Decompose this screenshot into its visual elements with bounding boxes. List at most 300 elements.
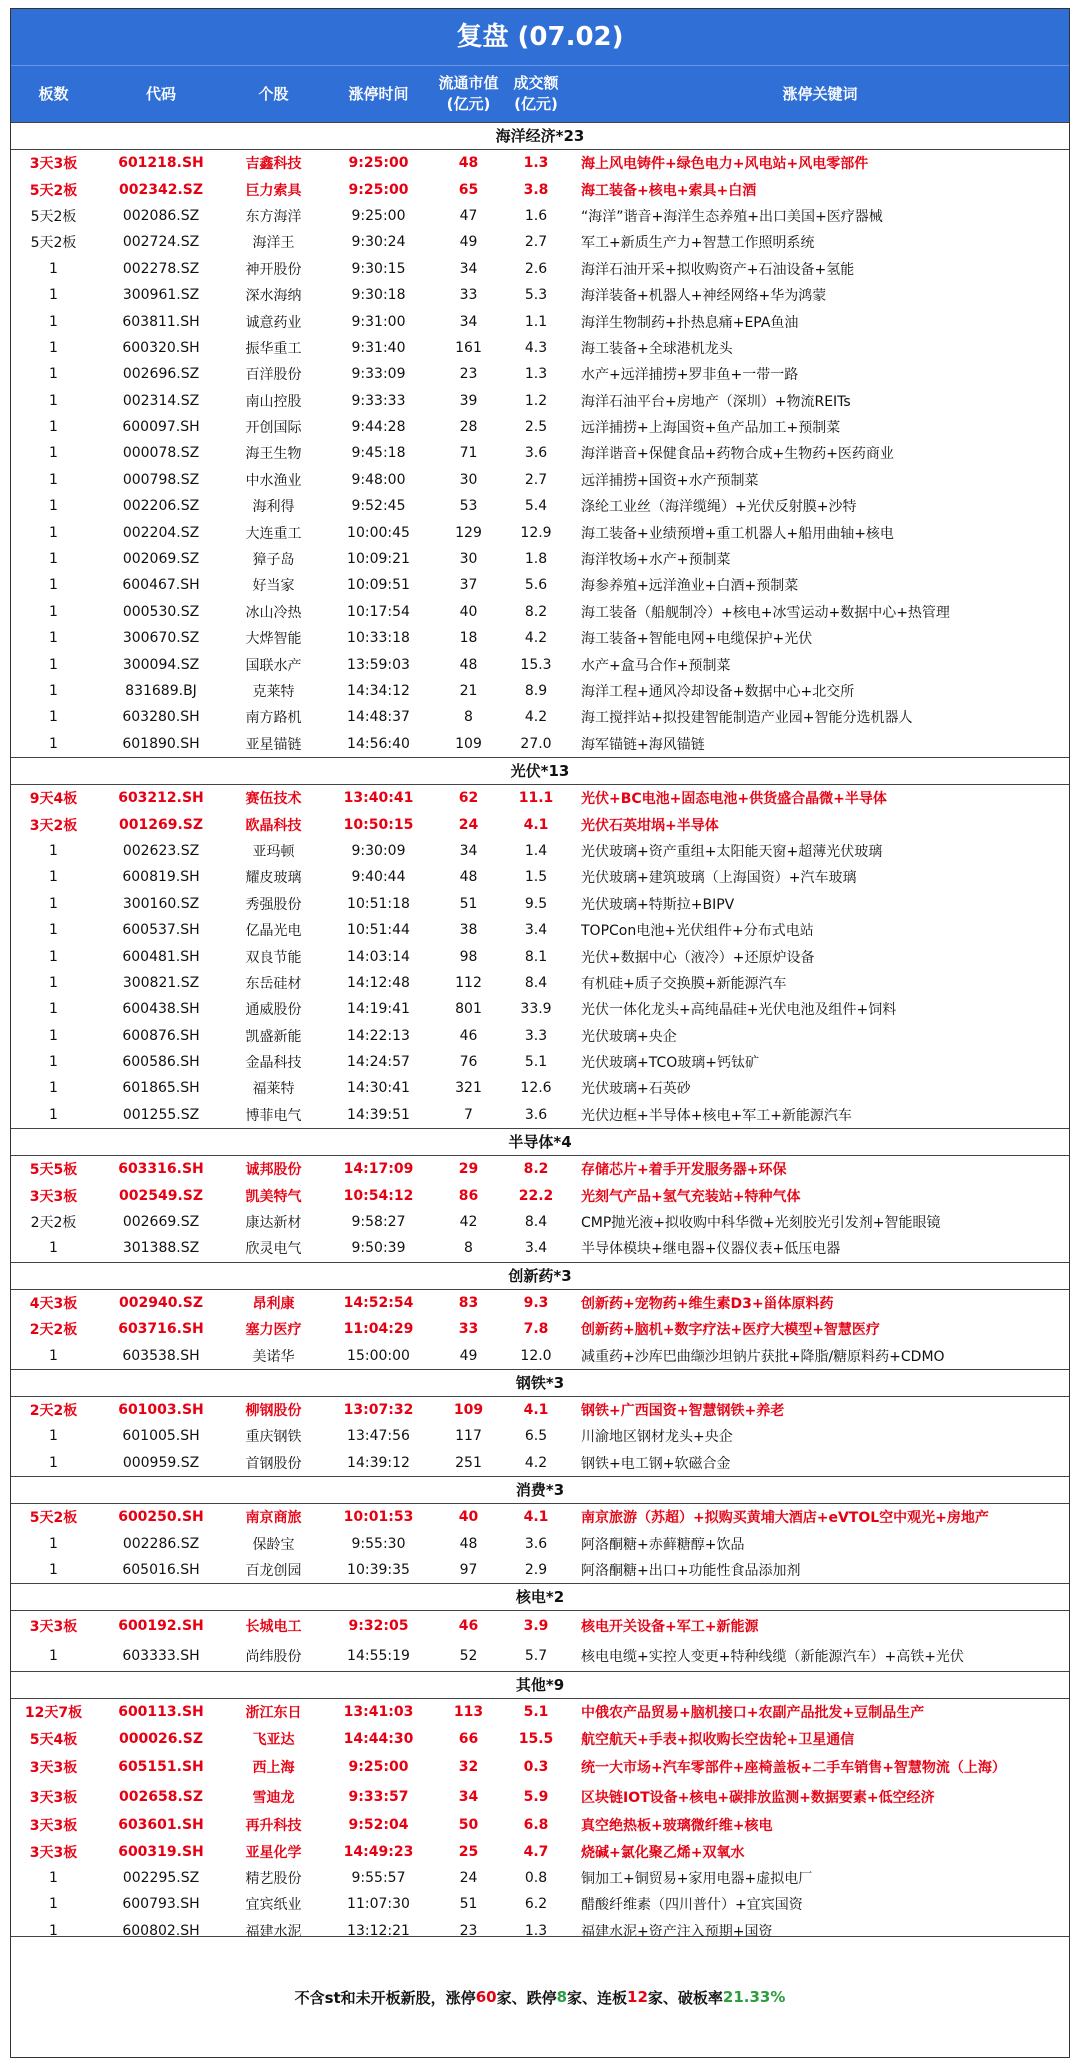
- stock-code-cell: 002086.SZ: [122, 207, 200, 224]
- board-count-cell: 1: [49, 577, 58, 594]
- board-count-cell: 12天7板: [24, 1705, 83, 1722]
- market-cap-cell: 30: [459, 551, 478, 568]
- turnover-cell: 3.6: [524, 445, 548, 462]
- table-row: [11, 1023, 1069, 1049]
- stock-name-cell: 冰山冷热: [245, 604, 302, 621]
- table-row: [11, 176, 1069, 202]
- table-row: [11, 811, 1069, 837]
- table-row: [11, 546, 1069, 572]
- table-row: [11, 493, 1069, 519]
- section-header: 创新药*3: [11, 1262, 1069, 1290]
- limit-time-cell: 13:41:03: [343, 1704, 414, 1721]
- limit-time-cell: 9:31:00: [351, 313, 406, 330]
- table-row: [11, 1865, 1069, 1891]
- limit-time-cell: 14:17:09: [343, 1161, 414, 1178]
- turnover-cell: 0.8: [524, 1869, 548, 1886]
- board-count-cell: 3天3板: [29, 1188, 78, 1205]
- stock-name-cell: 金晶科技: [245, 1055, 302, 1072]
- limit-time-cell: 14:24:57: [347, 1054, 410, 1071]
- limit-time-cell: 9:25:00: [348, 155, 409, 172]
- keywords-cell: 海洋谐音+保健食品+药物合成+生物药+医药商业: [581, 446, 894, 463]
- turnover-cell: 6.5: [524, 1428, 548, 1445]
- turnover-cell: 4.3: [524, 339, 548, 356]
- limit-time-cell: 10:39:35: [347, 1561, 410, 1578]
- stock-code-cell: 603538.SH: [122, 1347, 200, 1364]
- keywords-cell: 中俄农产品贸易+脑机接口+农副产品批发+豆制品生产: [581, 1705, 925, 1722]
- market-cap-cell: 86: [458, 1187, 479, 1204]
- limit-time-cell: 13:07:32: [343, 1401, 414, 1418]
- turnover-cell: 2.6: [524, 260, 548, 277]
- market-cap-cell: 18: [459, 630, 478, 647]
- stock-code-cell: 603212.SH: [118, 790, 204, 807]
- limit-time-cell: 14:30:41: [347, 1080, 410, 1097]
- table-row: [11, 996, 1069, 1022]
- market-cap-cell: 48: [458, 155, 479, 172]
- table-row: [11, 203, 1069, 229]
- table-row: [11, 1397, 1069, 1423]
- header-stock: 个股: [258, 84, 289, 103]
- turnover-cell: 3.3: [524, 1027, 548, 1044]
- stock-name-cell: 博菲电气: [245, 1107, 302, 1124]
- stock-code-cell: 600467.SH: [122, 577, 200, 594]
- market-cap-cell: 33: [459, 287, 478, 304]
- market-cap-cell: 25: [458, 1843, 479, 1860]
- table-row: [11, 1782, 1069, 1812]
- limit-time-cell: 9:33:33: [351, 392, 406, 409]
- limit-time-cell: 13:12:21: [347, 1922, 410, 1939]
- keywords-cell: 核电电缆+实控人变更+特种线缆（新能源汽车）+高铁+光伏: [581, 1649, 964, 1666]
- turnover-cell: 15.3: [520, 656, 552, 673]
- stock-code-cell: 000026.SZ: [119, 1730, 203, 1747]
- market-cap-cell: 52: [459, 1648, 478, 1665]
- limit-time-cell: 14:55:19: [347, 1648, 410, 1665]
- market-cap-cell: 49: [459, 1347, 478, 1364]
- table-row: [11, 917, 1069, 943]
- table-row: [11, 1752, 1069, 1782]
- stock-code-cell: 002286.SZ: [122, 1535, 200, 1552]
- stock-name-cell: 欣灵电气: [245, 1241, 302, 1258]
- header-market-cap: 流通市值 (亿元): [438, 74, 499, 113]
- turnover-cell: 5.1: [524, 1054, 548, 1071]
- board-count-cell: 1: [49, 1106, 58, 1123]
- keywords-cell: 光刻气产品+氢气充装站+特种气体: [581, 1188, 801, 1205]
- turnover-cell: 8.2: [524, 603, 548, 620]
- board-count-cell: 1: [49, 498, 58, 515]
- keywords-cell: CMP抛光液+拟收购中科华微+光刻胶光引发剂+智能眼镜: [581, 1215, 941, 1232]
- section-header: 光伏*13: [11, 757, 1069, 785]
- market-cap-cell: 8: [464, 1240, 473, 1257]
- stock-code-cell: 601890.SH: [122, 735, 200, 752]
- keywords-cell: 川渝地区钢材龙头+央企: [581, 1429, 733, 1446]
- turnover-cell: 12.9: [520, 524, 552, 541]
- stock-code-cell: 600250.SH: [118, 1509, 204, 1526]
- stock-name-cell: 长城电工: [245, 1619, 302, 1636]
- turnover-cell: 3.4: [524, 922, 548, 939]
- limit-time-cell: 10:51:44: [347, 922, 410, 939]
- stock-name-cell: 福莱特: [252, 1081, 295, 1098]
- stock-name-cell: 飞亚达: [252, 1731, 295, 1748]
- table-row: [11, 838, 1069, 864]
- turnover-cell: 1.4: [524, 842, 548, 859]
- stock-code-cell: 300160.SZ: [122, 895, 200, 912]
- stock-name-cell: 尚纬股份: [245, 1649, 302, 1666]
- stock-name-cell: 通威股份: [245, 1002, 302, 1019]
- table-row: [11, 891, 1069, 917]
- stock-code-cell: 002295.SZ: [122, 1869, 200, 1886]
- table-row: [11, 1075, 1069, 1101]
- section-header: 其他*9: [11, 1671, 1069, 1699]
- keywords-cell: 海洋装备+机器人+神经网络+华为鸿蒙: [581, 288, 827, 305]
- stock-code-cell: 000798.SZ: [122, 471, 200, 488]
- market-cap-cell: 109: [453, 1401, 484, 1418]
- turnover-cell: 33.9: [520, 1001, 552, 1018]
- market-cap-cell: 34: [459, 842, 478, 859]
- board-count-cell: 1: [49, 842, 58, 859]
- summary-footer: [11, 1936, 1069, 2057]
- stock-name-cell: 獐子岛: [252, 552, 295, 569]
- stock-name-cell: 耀皮玻璃: [245, 870, 302, 887]
- table-row: [11, 519, 1069, 545]
- stock-name-cell: 秀强股份: [245, 896, 302, 913]
- turnover-cell: 5.9: [523, 1788, 549, 1805]
- board-count-cell: 5天2板: [29, 1510, 78, 1527]
- market-cap-cell: 801: [455, 1001, 482, 1018]
- stock-name-cell: 大烨智能: [245, 631, 302, 648]
- keywords-cell: 统一大市场+汽车零部件+座椅盖板+二手车销售+智慧物流（上海）: [581, 1759, 1006, 1776]
- board-count-cell: 5天2板: [30, 235, 77, 252]
- table-row: [11, 1611, 1069, 1641]
- table-row: [11, 864, 1069, 890]
- market-cap-cell: 21: [459, 683, 478, 699]
- stock-name-cell: 福建水泥: [245, 1923, 302, 1940]
- stock-code-cell: 600793.SH: [122, 1896, 200, 1913]
- market-cap-cell: 98: [459, 948, 478, 965]
- stock-name-cell: 西上海: [252, 1759, 295, 1776]
- limit-time-cell: 13:47:56: [347, 1428, 410, 1445]
- board-count-cell: 1: [49, 1561, 58, 1578]
- stock-name-cell: 好当家: [252, 578, 295, 595]
- keywords-cell: 涤纶工业丝（海洋缆绳）+光伏反射膜+沙特: [581, 499, 857, 516]
- market-cap-cell: 39: [459, 392, 478, 409]
- keywords-cell: 海洋石油平台+房地产（深圳）+物流REITs: [581, 393, 851, 410]
- turnover-cell: 4.1: [523, 1509, 549, 1526]
- stock-code-cell: 000078.SZ: [122, 445, 200, 462]
- limit-time-cell: 9:58:27: [351, 1214, 406, 1231]
- table-body: [11, 122, 1069, 1944]
- board-count-cell: 1: [49, 1240, 58, 1257]
- turnover-cell: 1.3: [523, 155, 549, 172]
- board-count-cell: 3天3板: [29, 156, 78, 173]
- stock-name-cell: 百龙创园: [245, 1562, 302, 1579]
- keywords-cell: 海洋生物制药+扑热息痛+EPA鱼油: [581, 314, 799, 331]
- stock-code-cell: 002314.SZ: [122, 392, 200, 409]
- turnover-cell: 1.5: [524, 869, 548, 886]
- board-count-cell: 3天3板: [29, 1818, 78, 1835]
- market-cap-cell: 97: [459, 1561, 478, 1578]
- limit-time-cell: 13:40:41: [343, 790, 414, 807]
- board-count-cell: 1: [49, 1922, 58, 1939]
- turnover-cell: 2.5: [524, 419, 548, 436]
- keywords-cell: 半导体模块+继电器+仪器仪表+低压电器: [581, 1241, 841, 1258]
- limit-time-cell: 9:33:09: [351, 366, 406, 383]
- limit-time-cell: 9:48:00: [351, 471, 406, 488]
- market-cap-cell: 66: [458, 1730, 479, 1747]
- stock-code-cell: 600802.SH: [122, 1922, 200, 1939]
- stock-name-cell: 南方路机: [245, 710, 302, 727]
- board-count-cell: 5天2板: [30, 208, 77, 225]
- limit-time-cell: 9:45:18: [351, 445, 406, 462]
- market-cap-cell: 23: [459, 366, 478, 383]
- turnover-cell: 1.6: [524, 207, 548, 224]
- limit-time-cell: 11:07:30: [347, 1896, 410, 1913]
- board-count-cell: 1: [49, 630, 58, 647]
- market-cap-cell: 83: [458, 1294, 479, 1311]
- stock-name-cell: 诚意药业: [245, 314, 302, 331]
- keywords-cell: 醋酸纤维素（四川普什）+宜宾国资: [581, 1897, 803, 1914]
- turnover-cell: 2.7: [524, 471, 548, 488]
- stock-name-cell: 振华重工: [245, 340, 302, 357]
- stock-code-cell: 002696.SZ: [122, 366, 200, 383]
- stock-code-cell: 601005.SH: [122, 1428, 200, 1445]
- market-cap-cell: 24: [459, 1869, 478, 1886]
- turnover-cell: 27.0: [520, 735, 552, 752]
- turnover-cell: 3.6: [524, 1106, 548, 1123]
- board-count-cell: 1: [49, 445, 58, 462]
- stock-code-cell: 601218.SH: [118, 155, 204, 172]
- market-cap-cell: 51: [459, 1896, 478, 1913]
- table-row: [11, 1699, 1069, 1725]
- table-row: [11, 335, 1069, 361]
- stock-name-cell: 海王生物: [245, 446, 302, 463]
- table-row: [11, 943, 1069, 969]
- stock-code-cell: 605151.SH: [118, 1758, 204, 1775]
- board-count-cell: 1: [49, 313, 58, 330]
- turnover-cell: 5.3: [524, 287, 548, 304]
- board-count-cell: 1: [49, 1896, 58, 1913]
- stock-name-cell: 亚星锚链: [245, 736, 302, 753]
- section-header: 海洋经济*23: [11, 122, 1069, 150]
- table-row: [11, 1290, 1069, 1316]
- consecutive-count: 12: [627, 1988, 648, 2006]
- table-row: [11, 1812, 1069, 1838]
- limit-time-cell: 9:32:05: [348, 1618, 409, 1635]
- turnover-cell: 5.7: [524, 1648, 548, 1665]
- market-cap-cell: 8: [464, 709, 473, 726]
- limit-time-cell: 9:25:00: [348, 181, 409, 198]
- limit-time-cell: 9:31:40: [351, 339, 406, 356]
- keywords-cell: 海工装备+全球港机龙头: [581, 340, 733, 357]
- board-count-cell: 1: [49, 1428, 58, 1445]
- limit-time-cell: 14:49:23: [343, 1843, 414, 1860]
- turnover-cell: 5.4: [524, 498, 548, 515]
- keywords-cell: 光伏玻璃+TCO玻璃+钙钛矿: [581, 1055, 759, 1072]
- board-count-cell: 1: [49, 551, 58, 568]
- limit-time-cell: 9:55:30: [351, 1535, 406, 1552]
- limit-time-cell: 9:25:00: [348, 1758, 409, 1775]
- stock-name-cell: 宜宾纸业: [245, 1897, 302, 1914]
- stock-name-cell: 中水渔业: [245, 472, 302, 489]
- stock-code-cell: 603280.SH: [122, 709, 200, 726]
- stock-name-cell: 昂利康: [252, 1295, 295, 1312]
- board-count-cell: 1: [49, 1535, 58, 1552]
- keywords-cell: 海洋牧场+水产+预制菜: [581, 552, 731, 569]
- limit-time-cell: 10:51:18: [347, 895, 410, 912]
- turnover-cell: 2.7: [524, 234, 548, 251]
- market-cap-cell: 53: [459, 498, 478, 515]
- table-row: [11, 1530, 1069, 1556]
- table-row: [11, 1891, 1069, 1917]
- stock-name-cell: 首钢股份: [245, 1455, 302, 1472]
- stock-name-cell: 双良节能: [245, 949, 302, 966]
- market-cap-cell: 34: [459, 260, 478, 277]
- stock-code-cell: 002669.SZ: [122, 1214, 200, 1231]
- board-count-cell: 1: [49, 735, 58, 752]
- stock-code-cell: 002206.SZ: [122, 498, 200, 515]
- market-cap-cell: 34: [459, 313, 478, 330]
- footer-text-2: 家、跌停: [496, 1988, 557, 2007]
- keywords-cell: TOPCon电池+光伏组件+分布式电站: [581, 923, 814, 940]
- limit-time-cell: 10:01:53: [343, 1509, 414, 1526]
- stock-code-cell: 600876.SH: [122, 1027, 200, 1044]
- keywords-cell: 光伏一体化龙头+高纯晶硅+光伏电池及组件+饲料: [581, 1002, 897, 1019]
- stock-code-cell: 600320.SH: [122, 339, 200, 356]
- stock-name-cell: 神开股份: [245, 261, 302, 278]
- stock-name-cell: 亿晶光电: [245, 923, 302, 940]
- stock-name-cell: 南京商旅: [245, 1510, 302, 1527]
- market-cap-cell: 48: [459, 1535, 478, 1552]
- keywords-cell: 海工装备+智能电网+电缆保护+光伏: [581, 631, 813, 648]
- market-cap-cell: 50: [458, 1817, 479, 1834]
- section-header: 核电*2: [11, 1583, 1069, 1611]
- turnover-cell: 1.3: [524, 1922, 548, 1939]
- table-row: [11, 1209, 1069, 1235]
- keywords-cell: “海洋”谐音+海洋生态养殖+出口美国+医疗器械: [581, 208, 883, 225]
- turnover-cell: 8.2: [523, 1161, 549, 1178]
- turnover-cell: 3.8: [523, 181, 549, 198]
- market-cap-cell: 24: [458, 816, 479, 833]
- keywords-cell: 创新药+宠物药+维生素D3+甾体原料药: [581, 1295, 834, 1312]
- market-cap-cell: 117: [455, 1428, 482, 1445]
- market-cap-cell: 46: [458, 1618, 479, 1635]
- stock-code-cell: 603601.SH: [118, 1817, 204, 1834]
- limit-time-cell: 9:44:28: [351, 419, 406, 436]
- turnover-cell: 0.3: [523, 1758, 549, 1775]
- turnover-cell: 22.2: [518, 1187, 554, 1204]
- stock-name-cell: 亚玛顿: [252, 843, 295, 860]
- turnover-cell: 5.6: [524, 577, 548, 594]
- limit-time-cell: 14:56:40: [347, 735, 410, 752]
- table-row: [11, 229, 1069, 255]
- stock-code-cell: 600537.SH: [122, 922, 200, 939]
- turnover-cell: 15.5: [518, 1730, 554, 1747]
- table-row: [11, 704, 1069, 730]
- table-row: [11, 308, 1069, 334]
- board-count-cell: 1: [49, 1027, 58, 1044]
- stock-name-cell: 百洋股份: [245, 367, 302, 384]
- stock-code-cell: 603316.SH: [118, 1161, 204, 1178]
- limit-time-cell: 14:39:51: [347, 1106, 410, 1123]
- keywords-cell: 水产+盒马合作+预制菜: [581, 657, 731, 674]
- header-turnover: 成交额 (亿元): [513, 74, 559, 113]
- stock-name-cell: 塞力医疗: [245, 1322, 302, 1339]
- board-count-cell: 1: [49, 471, 58, 488]
- board-count-cell: 1: [49, 1648, 58, 1665]
- turnover-cell: 12.0: [520, 1347, 552, 1364]
- stock-code-cell: 002940.SZ: [119, 1294, 203, 1311]
- stock-code-cell: 000530.SZ: [122, 603, 200, 620]
- keywords-cell: 有机硅+质子交换膜+新能源汽车: [581, 975, 787, 992]
- footer-text-3: 家、连板: [567, 1988, 628, 2007]
- table-row: [11, 1423, 1069, 1449]
- table-row: [11, 467, 1069, 493]
- stock-name-cell: 保龄宝: [252, 1536, 295, 1553]
- board-count-cell: 1: [49, 419, 58, 436]
- table-row: [11, 1342, 1069, 1368]
- table-row: [11, 1838, 1069, 1864]
- board-count-cell: 1: [49, 709, 58, 726]
- stock-name-cell: 赛伍技术: [245, 791, 302, 808]
- board-count-cell: 4天3板: [29, 1295, 78, 1312]
- market-cap-cell: 49: [459, 234, 478, 251]
- limit-time-cell: 14:34:12: [347, 683, 410, 699]
- market-cap-cell: 321: [455, 1080, 482, 1097]
- stock-code-cell: 601003.SH: [118, 1401, 204, 1418]
- limit-time-cell: 14:19:41: [347, 1001, 410, 1018]
- review-sheet: [10, 8, 1070, 2058]
- limit-time-cell: 14:44:30: [343, 1730, 414, 1747]
- keywords-cell: 钢铁+电工钢+软磁合金: [581, 1455, 731, 1472]
- table-row: [11, 1726, 1069, 1752]
- keywords-cell: 存储芯片+着手开发服务器+环保: [581, 1162, 787, 1179]
- board-count-cell: 1: [49, 922, 58, 939]
- limit-time-cell: 9:52:45: [351, 498, 406, 515]
- limit-time-cell: 13:59:03: [347, 656, 410, 673]
- market-cap-cell: 38: [459, 922, 478, 939]
- board-count-cell: 1: [49, 1080, 58, 1097]
- turnover-cell: 4.2: [524, 709, 548, 726]
- stock-code-cell: 300821.SZ: [122, 974, 200, 991]
- keywords-cell: 航空航天+手表+拟收购长空齿轮+卫星通信: [581, 1731, 855, 1748]
- limit-time-cell: 9:30:15: [351, 260, 406, 277]
- market-cap-cell: 129: [455, 524, 482, 541]
- limit-time-cell: 9:33:57: [348, 1788, 409, 1805]
- table-row: [11, 1504, 1069, 1530]
- table-row: [11, 1316, 1069, 1342]
- table-row: [11, 1049, 1069, 1075]
- board-count-cell: 3天3板: [29, 1789, 78, 1806]
- keywords-cell: 海工装备+业绩预增+重工机器人+船用曲轴+核电: [581, 525, 894, 542]
- limit-time-cell: 14:22:13: [347, 1027, 410, 1044]
- stock-code-cell: 002724.SZ: [122, 234, 200, 251]
- board-count-cell: 3天3板: [29, 1759, 78, 1776]
- turnover-cell: 1.3: [524, 366, 548, 383]
- board-count-cell: 1: [49, 339, 58, 356]
- table-row: [11, 1450, 1069, 1476]
- market-cap-cell: 40: [459, 603, 478, 620]
- market-cap-cell: 251: [455, 1454, 482, 1471]
- table-row: [11, 1156, 1069, 1182]
- table-row: [11, 1102, 1069, 1128]
- keywords-cell: 钢铁+广西国资+智慧钢铁+养老: [581, 1402, 785, 1419]
- turnover-cell: 4.2: [524, 630, 548, 647]
- market-cap-cell: 40: [458, 1509, 479, 1526]
- board-count-cell: 1: [49, 603, 58, 620]
- header-code: 代码: [145, 84, 176, 103]
- turnover-cell: 5.1: [523, 1704, 549, 1721]
- table-row: [11, 388, 1069, 414]
- limit-time-cell: 14:48:37: [347, 709, 410, 726]
- limit-time-cell: 14:03:14: [347, 948, 410, 965]
